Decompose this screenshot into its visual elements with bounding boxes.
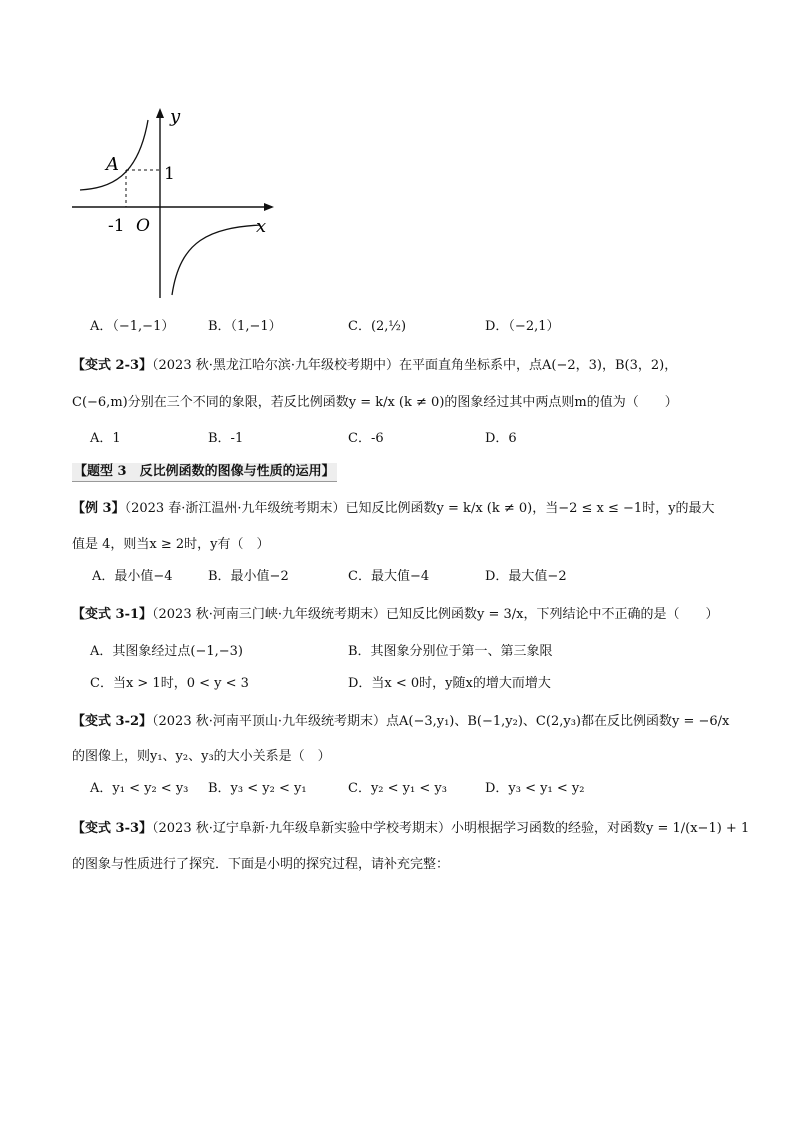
variant-3-3-line-1 [72,820,754,838]
variant-2-3-line-1 [72,357,754,375]
variant-3-3-line-2: 的图象与性质进行了探究．下面是小明的探究过程，请补充完整： [72,857,450,872]
variant-3-1-option-c: C．当x > 1时，0 < y < 3 [90,676,249,691]
variant-3-1-text-1: （2023 秋·河南三门峡·九年级统考期末）已知反比例函数y = 3/x，下列结论中不正确的是（ ） [152,607,719,622]
label-one: 1 [164,164,175,184]
variant-3-2-option-d: D．y₃ < y₁ < y₂ [485,781,585,796]
prev-option-d: D．（−2,1） [485,319,560,334]
example-3-line-2: 值是 4，则当x ≥ 2时，y有（ ） [72,537,270,552]
example-3-option-b: B．最小值−2 [208,569,289,584]
variant-3-1-option-d: D．当x < 0时，y随x的增大而增大 [348,676,551,691]
variant-2-3-text-1: （2023 秋·黑龙江哈尔滨·九年级校考期中）在平面直角坐标系中，点A(−2，3)，B(3，2)， [152,358,678,373]
example-3-option-d: D．最大值−2 [485,569,567,584]
example-3-tag: 【例 3】 [72,501,125,516]
variant-3-3-tag: 【变式 3-3】 [72,821,153,836]
example-3-text-1: （2023 春·浙江温州·九年级统考期末）已知反比例函数y = k/x (k ≠ 0)，当−2 ≤ x ≤ −1时，y的最大 [124,501,715,516]
y-axis-arrow [156,108,164,118]
label-point-a: A [106,154,119,175]
variant-3-1-line-1 [72,606,754,624]
variant-3-2-option-a: A．y₁ < y₂ < y₃ [90,781,189,796]
hyperbola-graph [60,100,290,305]
label-neg-one: -1 [108,216,125,236]
prev-option-b: B．（1,−1） [208,319,282,334]
label-origin: O [136,216,150,236]
variant-3-1-option-b: B．其图象分别位于第一、第三象限 [348,644,553,659]
variant-2-3-option-a: A．1 [90,431,121,446]
example-3-line-1 [72,500,754,518]
variant-3-2-option-c: C．y₂ < y₁ < y₃ [348,781,447,796]
variant-2-3-option-d: D．6 [485,431,517,446]
x-axis-arrow [264,203,274,211]
label-x: x [256,216,267,237]
prev-option-c: C．(2,½) [348,319,407,334]
variant-2-3-option-c: C．-6 [348,431,384,446]
variant-3-3-text-1: （2023 秋·辽宁阜新·九年级阜新实验中学校考期末）小明根据学习函数的经验，对函数y = 1/(x−1) + 1 [152,821,750,836]
variant-3-2-tag: 【变式 3-2】 [72,714,153,729]
variant-3-1-tag: 【变式 3-1】 [72,607,153,622]
variant-2-3-option-b: B．-1 [208,431,244,446]
variant-2-3-tag: 【变式 2-3】 [72,358,153,373]
curve-quadrant-4 [172,225,260,295]
variant-3-2-text-1: （2023 秋·河南平顶山·九年级统考期末）点A(−3,y₁)、B(−1,y₂)、C(2,y₃)都在反比例函数y = −6/x [152,714,730,729]
example-3-option-c: C．最大值−4 [348,569,430,584]
variant-3-2-line-1 [72,713,754,731]
variant-3-2-option-b: B．y₃ < y₂ < y₁ [208,781,307,796]
variant-2-3-line-2: C(−6,m)分别在三个不同的象限，若反比例函数y = k/x (k ≠ 0)的图象经过其中两点则m的值为（ ） [72,395,678,410]
label-y: y [170,106,181,127]
prev-option-a: A．（−1,−1） [90,319,175,334]
example-3-option-a: A．最小值−4 [92,569,173,584]
topic-3-heading: 【题型 3 反比例函数的图像与性质的运用】 [72,463,337,482]
variant-3-2-line-2: 的图像上，则y₁、y₂、y₃的大小关系是（ ） [72,749,331,764]
variant-3-1-option-a: A．其图象经过点(−1,−3) [90,644,243,659]
